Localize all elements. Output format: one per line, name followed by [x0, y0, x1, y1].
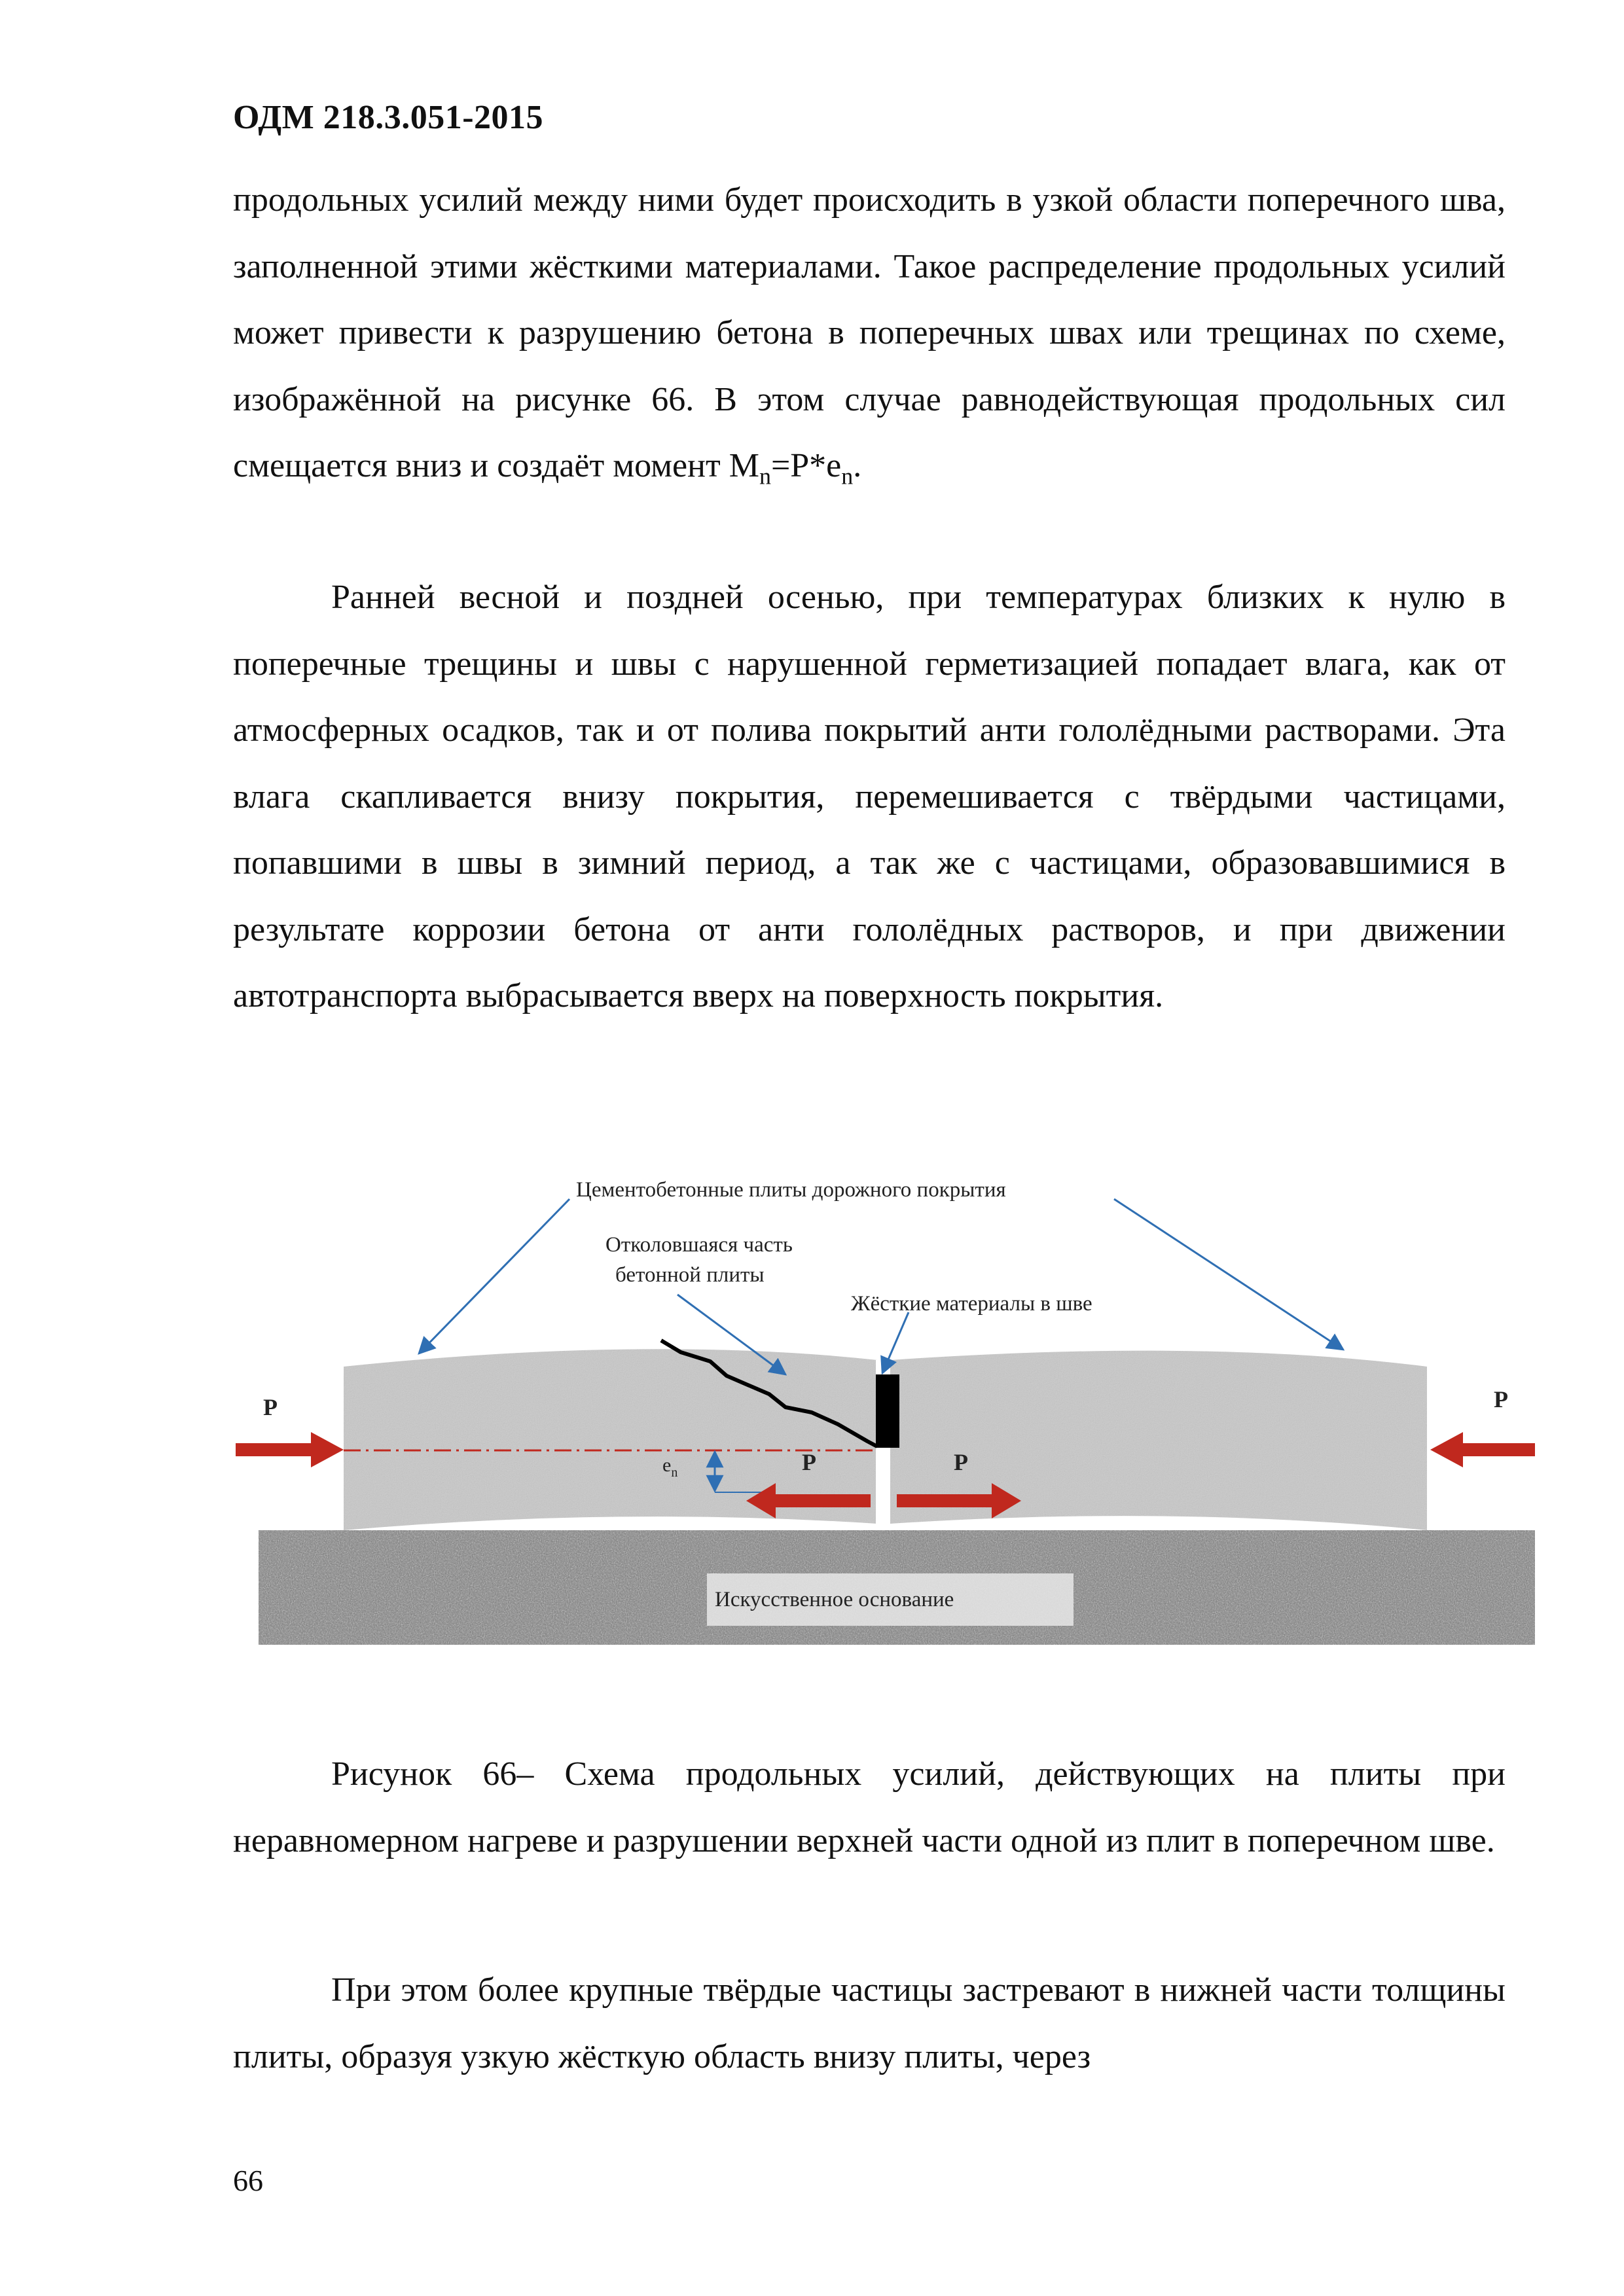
force-arrow-left-outer [236, 1432, 344, 1467]
force-label-left: P [263, 1394, 278, 1420]
force-label-right: P [1494, 1386, 1508, 1412]
rigid-material [876, 1374, 899, 1448]
paragraph-1-text: продольных усилий между ними будет происходить в узкой области поперечного шва, заполненной этими жёсткими материалами. Такое распределение продольных усилий может привести к разрушению бетона в поперечных швах или трещинах по схеме, изображённой на рисунке 66. В этом случае равнодействующая продольных сил смещается вниз и создаёт момент [233, 181, 1506, 484]
paragraph-3: При этом более крупные твёрдые частицы застревают в нижней части толщины плиты, образуя узкую жёсткую область внизу плиты, через [233, 1971, 1506, 2075]
force-label-inner-right: P [954, 1449, 968, 1475]
formula-moment: $M_n=P*e_n$. [729, 447, 862, 490]
eccentricity-label: $e_n$ [662, 1454, 678, 1480]
leader-lines [419, 1199, 1343, 1374]
paragraph-1 [233, 167, 1506, 510]
label-rigid-materials: Жёсткие материалы в шве [851, 1292, 1092, 1316]
slab-diagram [223, 1139, 1558, 1676]
document-header: ОДМ 218.3.051-2015 [233, 99, 544, 136]
figure-caption: Рисунок 66– Схема продольных усилий, действующих на плиты при неравномерном нагреве и разрушении верхней части одной из плит в поперечном шве. [233, 1755, 1506, 1859]
paragraph-2: Ранней весной и поздней осенью, при температурах близких к нулю в поперечные трещины и швы с нарушенной герметизацией попадает влага, как от атмосферных осадков, так и от полива покрытий анти гололёдными растворами. Эта влага скапливается внизу покрытия, перемешивается с твёрдыми частицами, попавшими в швы в зимний период, а так же с частицами, образовавшимися в результате коррозии бетона от анти гололёдных растворов, и при движении автотранспорта выбрасывается вверх на поверхность покрытия. [233, 579, 1506, 1014]
label-artificial-base: Искусственное основание [715, 1588, 954, 1611]
label-chipped-line1: Отколовшаяся часть [605, 1233, 793, 1257]
force-label-inner-left: P [802, 1449, 816, 1475]
force-arrow-right-outer [1430, 1432, 1535, 1467]
label-slabs: Цементобетонные плиты дорожного покрытия [576, 1178, 1006, 1202]
figure-66 [223, 1139, 1558, 1676]
page-number: 66 [233, 2164, 263, 2197]
label-chipped-line2: бетонной плиты [615, 1263, 765, 1287]
